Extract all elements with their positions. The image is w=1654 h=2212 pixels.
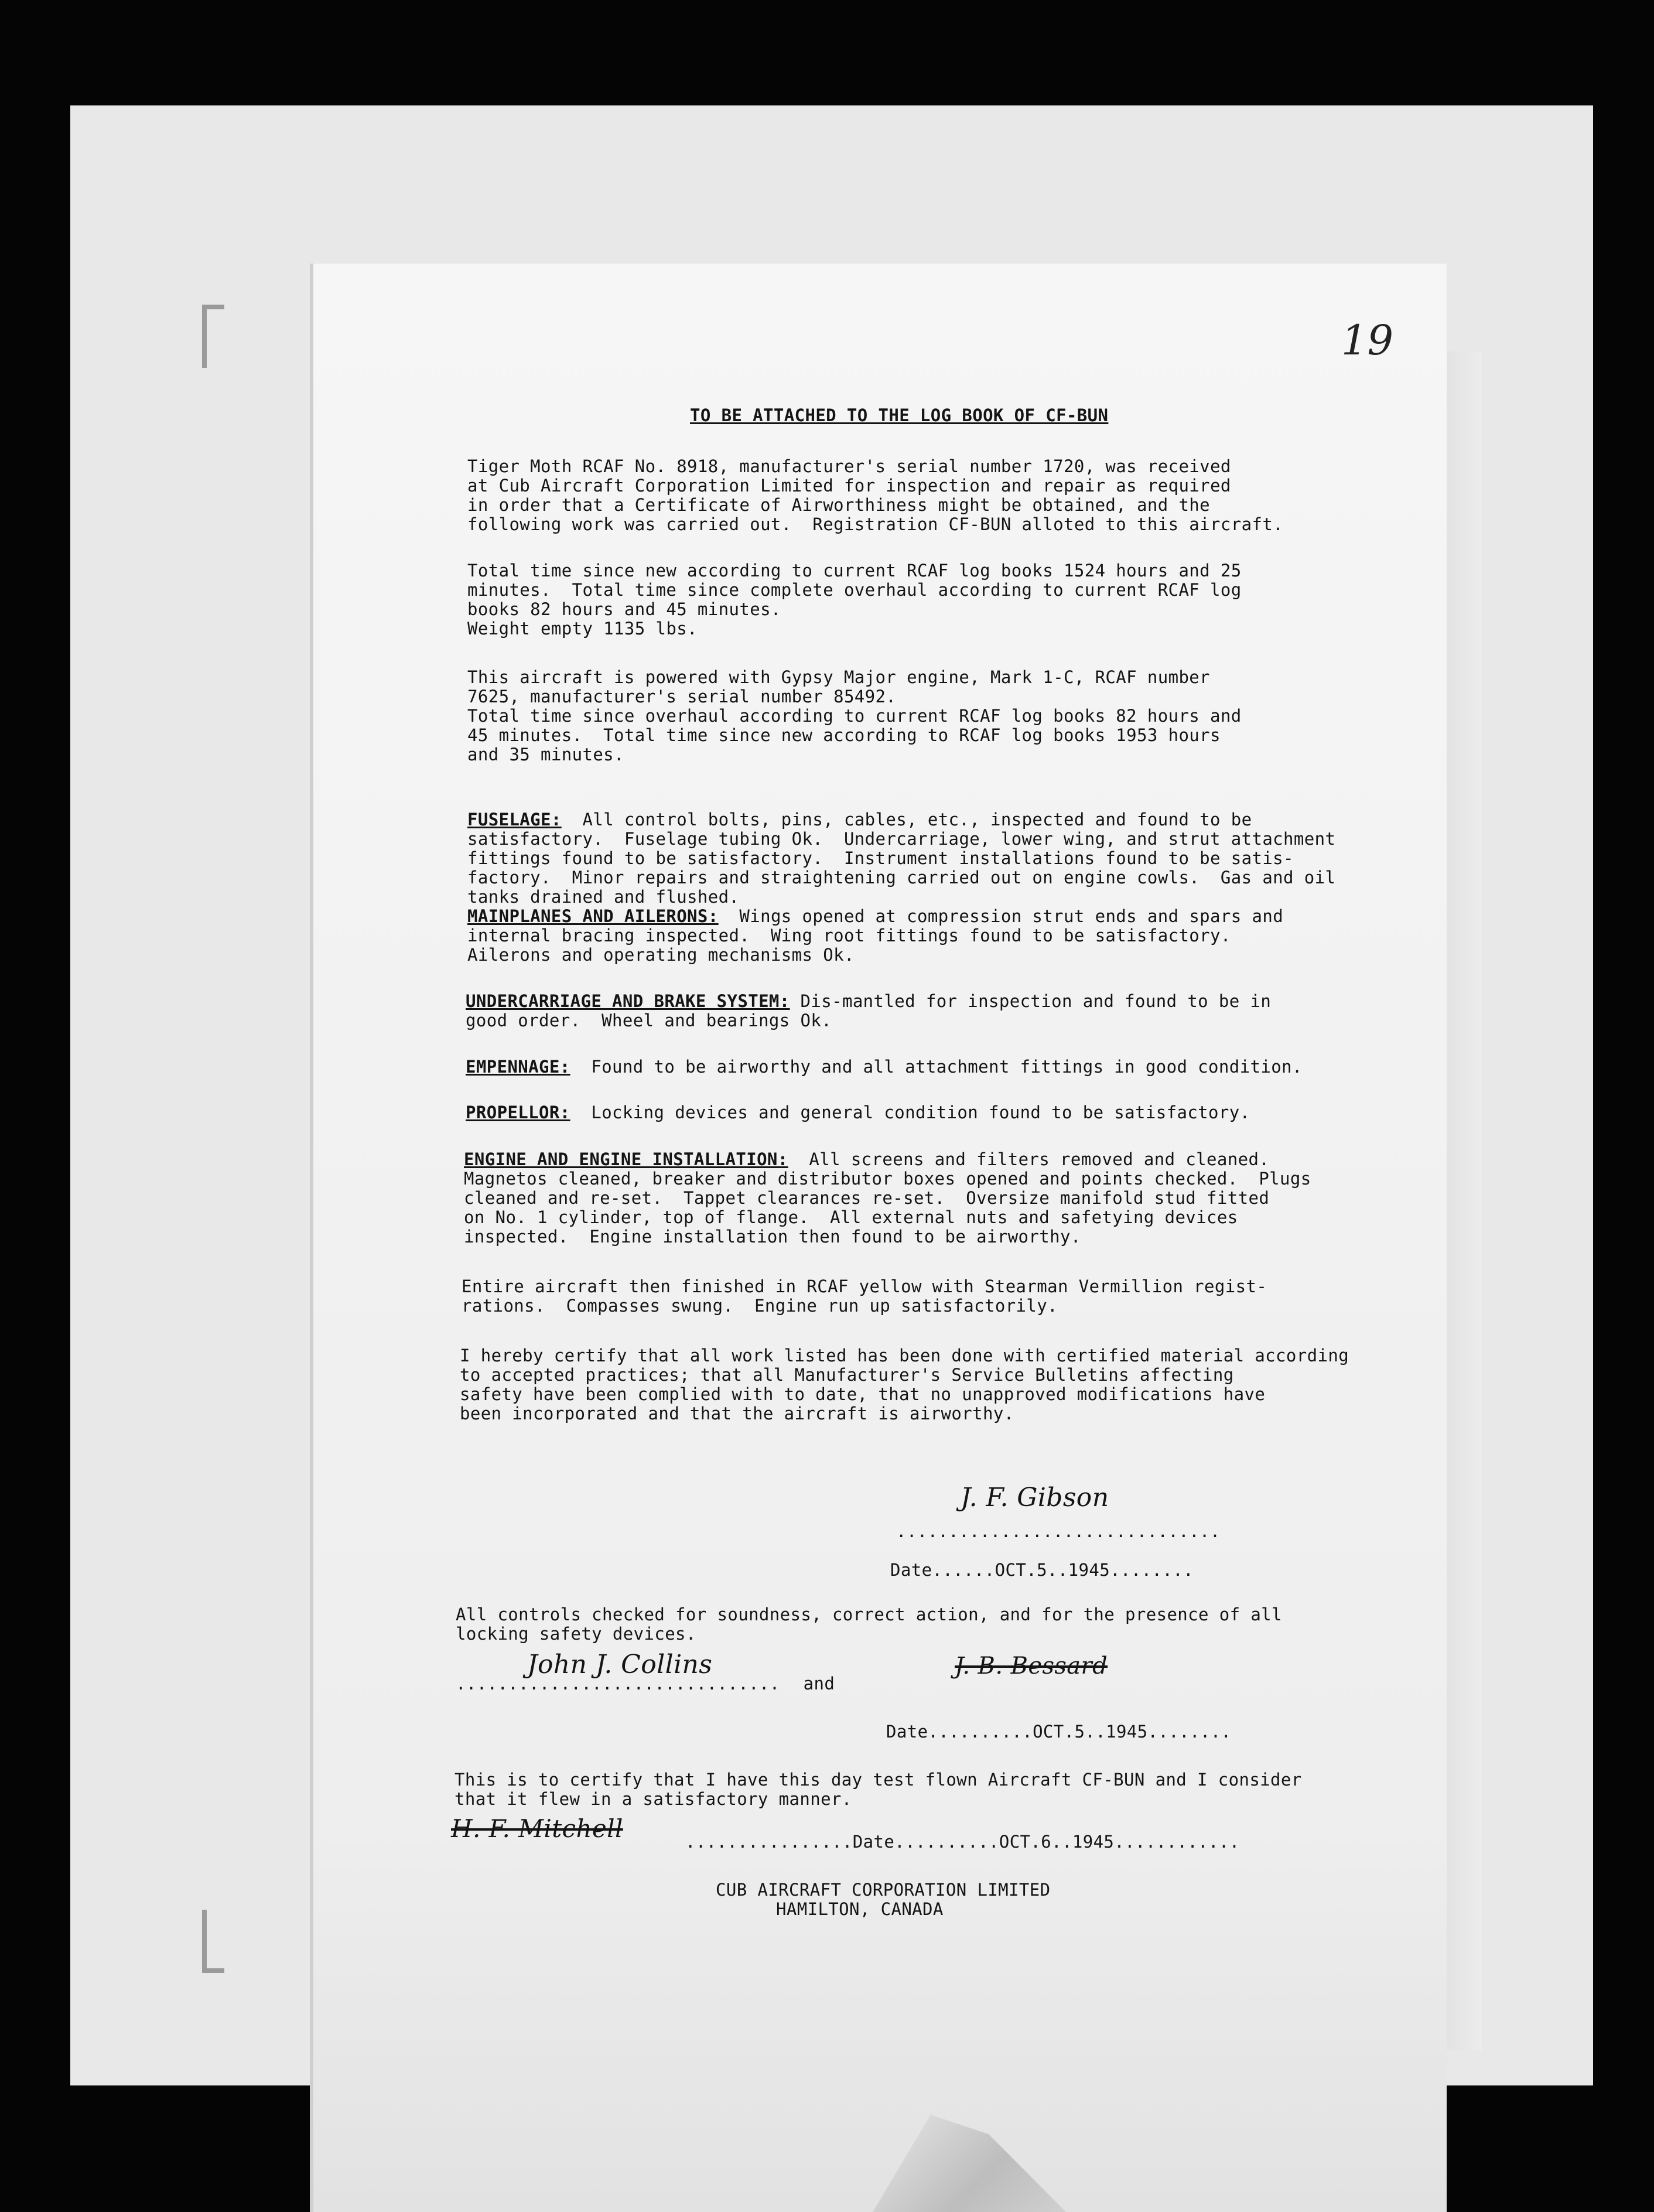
and-label: and [803, 1674, 835, 1694]
document-title: TO BE ATTACHED TO THE LOG BOOK OF CF-BUN [690, 405, 1109, 425]
intro-line-2: at Cub Aircraft Corporation Limited for inspection and repair as required [467, 476, 1231, 496]
company-location: HAMILTON, CANADA [776, 1899, 944, 1919]
engine-info-line-2: 7625, manufacturer's serial number 85492. [467, 687, 897, 706]
airframe-time-line-3: books 82 hours and 45 minutes. [467, 599, 781, 619]
certification-line-1: I hereby certify that all work listed has been done with certified material according [460, 1346, 1349, 1366]
fuselage-line-4: factory. Minor repairs and straightening carried out on engine cowls. Gas and oil [467, 868, 1336, 887]
finish-line-1: Entire aircraft then finished in RCAF yellow with Stearman Vermillion regist- [462, 1276, 1267, 1296]
fuselage-line-2: satisfactory. Fuselage tubing Ok. Undercarriage, lower wing, and strut attachment [467, 829, 1336, 849]
signature-2: John J. Collins [527, 1650, 713, 1680]
engine-installation-line-3: cleaned and re-set. Tappet clearances re-set. Oversize manifold stud fitted [464, 1188, 1270, 1208]
date-2-dots: .......... [928, 1722, 1033, 1742]
date-2-tail: ........ [1147, 1722, 1232, 1742]
date-2-label: Date [886, 1722, 928, 1742]
date-3-value: OCT.6..1945 [999, 1832, 1115, 1852]
date-2-value: OCT.5..1945 [1033, 1722, 1148, 1742]
fuselage-line-1: All control bolts, pins, cables, etc., inspected and found to be [561, 810, 1252, 830]
signature-2b: J. B. Bessard [955, 1653, 1108, 1680]
mainplanes-line-3: Ailerons and operating mechanisms Ok. [467, 945, 855, 965]
date-1-value: OCT.5..1945 [995, 1560, 1110, 1580]
signature-1-line: ............................... [896, 1521, 1221, 1541]
intro-line-4: following work was carried out. Registration CF-BUN alloted to this aircraft. [467, 514, 1284, 534]
crop-mark-top-left [202, 305, 224, 368]
signature-3: H. F. Mitchell [451, 1814, 623, 1843]
empennage-heading: EMPENNAGE: [466, 1057, 570, 1077]
signature-1: J. F. Gibson [961, 1483, 1109, 1513]
intro-line-3: in order that a Certificate of Airworthiness might be obtained, and the [467, 495, 1211, 515]
engine-info-line-1: This aircraft is powered with Gypsy Major engine, Mark 1-C, RCAF number [467, 667, 1211, 687]
engine-info-line-5: and 35 minutes. [467, 745, 624, 764]
finish-line-2: rations. Compasses swung. Engine run up satisfactorily. [462, 1296, 1058, 1316]
engine-installation-line-5: inspected. Engine installation then found to be airworthy. [464, 1227, 1081, 1247]
controls-line-1: All controls checked for soundness, correct action, and for the presence of all [456, 1605, 1282, 1624]
date-3-tail: ............ [1114, 1832, 1240, 1852]
airframe-time-line-1: Total time since new according to current RCAF log books 1524 hours and 25 [467, 561, 1242, 581]
engine-installation-line-1: All screens and filters removed and cleaned. [788, 1149, 1270, 1169]
fuselage-section [467, 810, 1252, 830]
date-3-label: Date [852, 1832, 895, 1852]
engine-installation-line-4: on No. 1 cylinder, top of flange. All external nuts and safetying devices [464, 1207, 1238, 1227]
fuselage-line-5: tanks drained and flushed. [467, 887, 740, 907]
certification-line-2: to accepted practices; that all Manufacturer's Service Bulletins affecting [460, 1365, 1234, 1385]
engine-installation-line-2: Magnetos cleaned, breaker and distributor boxes opened and points checked. Plugs [464, 1169, 1311, 1189]
certification-line-4: been incorporated and that the aircraft is airworthy. [460, 1404, 1014, 1424]
empennage-text: Found to be airworthy and all attachment fittings in good condition. [570, 1057, 1303, 1077]
engine-info-line-3: Total time since overhaul according to current RCAF log books 82 hours and [467, 706, 1242, 726]
crop-mark-bottom-left [202, 1910, 224, 1973]
signature-3-dots: ................ [685, 1832, 853, 1852]
date-1-dots: ...... [932, 1560, 995, 1580]
fuselage-heading: FUSELAGE: [467, 810, 562, 830]
flight-line-1: This is to certify that I have this day test flown Aircraft CF-BUN and I consider [454, 1770, 1302, 1790]
undercarriage-line-2: good order. Wheel and bearings Ok. [466, 1011, 832, 1030]
page-number: 19 [1341, 316, 1394, 364]
date-1-row [890, 1561, 1194, 1580]
date-3-row [685, 1832, 1240, 1852]
date-3-dots: .......... [894, 1832, 999, 1852]
undercarriage-line-1: Dis-mantled for inspection and found to be in [790, 991, 1272, 1011]
empennage-section [466, 1057, 1303, 1077]
mainplanes-heading: MAINPLANES AND AILERONS: [467, 906, 719, 926]
controls-line-2: locking safety devices. [456, 1624, 696, 1644]
airframe-time-line-2: minutes. Total time since complete overhaul according to current RCAF log [467, 580, 1242, 600]
engine-installation-heading: ENGINE AND ENGINE INSTALLATION: [464, 1149, 788, 1169]
propellor-section [466, 1103, 1250, 1122]
signature-2-dots: ............................... [456, 1674, 780, 1694]
engine-installation-section [464, 1150, 1269, 1169]
undercarriage-section [466, 992, 1271, 1011]
undercarriage-heading: UNDERCARRIAGE AND BRAKE SYSTEM: [466, 991, 790, 1011]
flight-line-2: that it flew in a satisfactory manner. [454, 1789, 852, 1809]
date-1-label: Date [890, 1560, 932, 1580]
mainplanes-section [467, 907, 1283, 926]
fuselage-line-3: fittings found to be satisfactory. Instrument installations found to be satis- [467, 848, 1294, 868]
mainplanes-line-2: internal bracing inspected. Wing root fittings found to be satisfactory. [467, 926, 1231, 945]
date-1-tail: ........ [1110, 1560, 1194, 1580]
propellor-text: Locking devices and general condition found to be satisfactory. [570, 1102, 1250, 1122]
airframe-time-line-4: Weight empty 1135 lbs. [467, 619, 698, 639]
company-name: CUB AIRCRAFT CORPORATION LIMITED [716, 1880, 1051, 1900]
intro-line-1: Tiger Moth RCAF No. 8918, manufacturer's serial number 1720, was received [467, 456, 1231, 476]
propellor-heading: PROPELLOR: [466, 1102, 570, 1122]
certification-line-3: safety have been complied with to date, that no unapproved modifications have [460, 1384, 1266, 1404]
mainplanes-line-1: Wings opened at compression strut ends and spars and [718, 906, 1284, 926]
date-2-row [886, 1722, 1231, 1742]
engine-info-line-4: 45 minutes. Total time since new according to RCAF log books 1953 hours [467, 725, 1221, 745]
